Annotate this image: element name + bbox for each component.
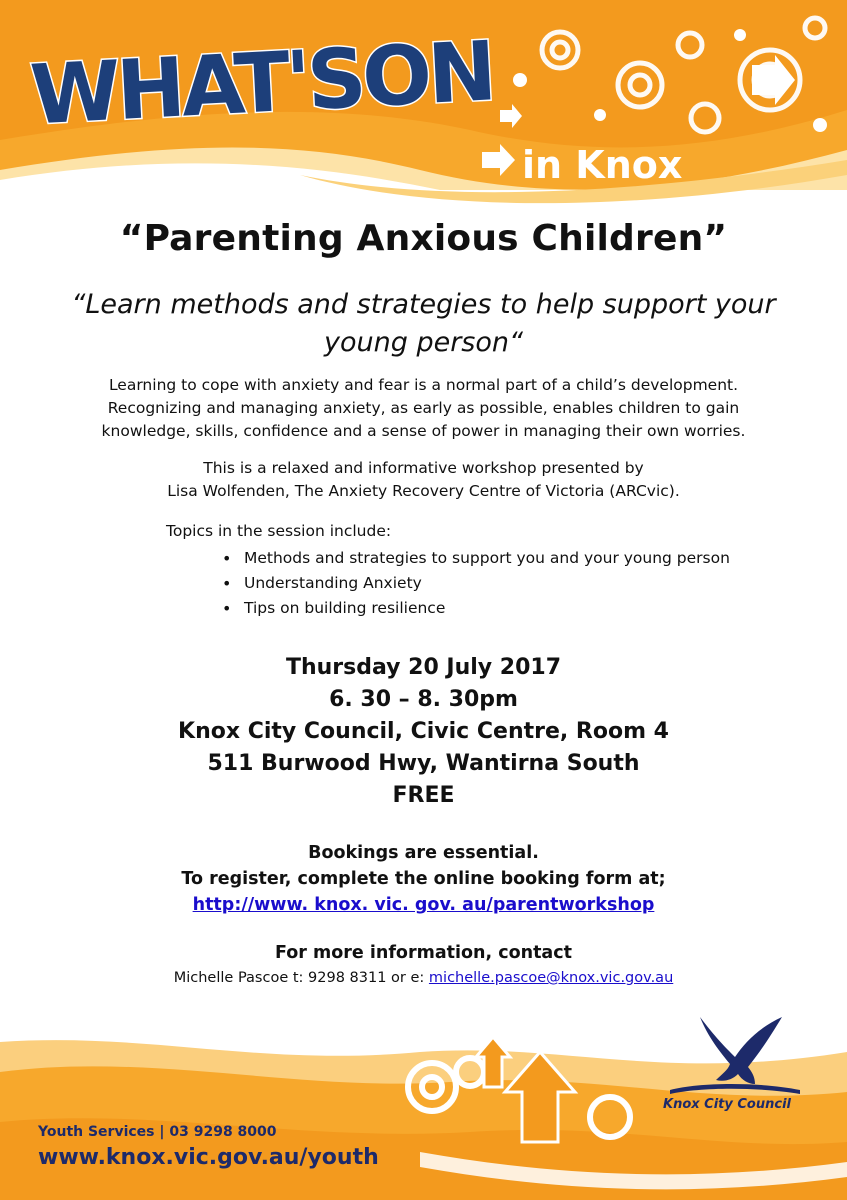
subtitle-line: “Learn methods and strategies to help support your <box>71 289 776 320</box>
presenter-paragraph <box>0 457 847 503</box>
contact-prefix: Michelle Pascoe t: 9298 8311 or e: <box>173 970 425 986</box>
header-banner <box>0 0 847 205</box>
brand-sub-text: in Knox <box>522 143 683 187</box>
presenter-line: Lisa Wolfenden, The Anxiety Recovery Centre of Victoria (ARCvic). <box>167 482 680 500</box>
booking-instruction: To register, complete the online booking form at; <box>181 869 666 889</box>
event-details <box>0 652 847 812</box>
intro-paragraph <box>0 374 847 443</box>
intro-line: knowledge, skills, confidence and a sense of power in managing their own worries. <box>101 422 746 440</box>
topics-heading: Topics in the session include: <box>166 522 392 540</box>
booking-essential: Bookings are essential. <box>308 843 539 863</box>
subtitle-line: young person“ <box>324 327 523 358</box>
contact-email-link[interactable]: michelle.pascoe@knox.vic.gov.au <box>428 970 674 986</box>
event-venue: Knox City Council, Civic Centre, Room 4 <box>178 719 669 744</box>
council-name: Knox City Council <box>663 1097 791 1112</box>
intro-line: Recognizing and managing anxiety, as early as possible, enables children to gain <box>107 399 740 417</box>
list-item: • Methods and strategies to support you and your young person <box>222 546 730 571</box>
brand-main-text: WHAT'SON <box>28 24 495 144</box>
event-time: 6. 30 – 8. 30pm <box>329 687 518 712</box>
list-item: • Understanding Anxiety <box>222 571 730 596</box>
contact-line <box>0 970 847 986</box>
contact-heading: For more information, contact <box>275 943 572 963</box>
event-date: Thursday 20 July 2017 <box>285 655 562 680</box>
intro-line: Learning to cope with anxiety and fear is a normal part of a child’s development. <box>108 376 739 394</box>
event-price: FREE <box>392 783 455 808</box>
presenter-line: This is a relaxed and informative workshop presented by <box>203 459 644 477</box>
topics-list <box>222 546 730 621</box>
booking-section <box>0 840 847 918</box>
event-address: 511 Burwood Hwy, Wantirna South <box>207 751 640 776</box>
subtitle <box>0 286 847 362</box>
footer-phone: Youth Services | 03 9298 8000 <box>38 1124 277 1140</box>
booking-link[interactable]: http://www. knox. vic. gov. au/parentworkshop <box>192 895 655 915</box>
page-title: “Parenting Anxious Children” <box>119 218 728 259</box>
list-item: • Tips on building resilience <box>222 596 730 621</box>
footer-url: www.knox.vic.gov.au/youth <box>38 1145 379 1170</box>
